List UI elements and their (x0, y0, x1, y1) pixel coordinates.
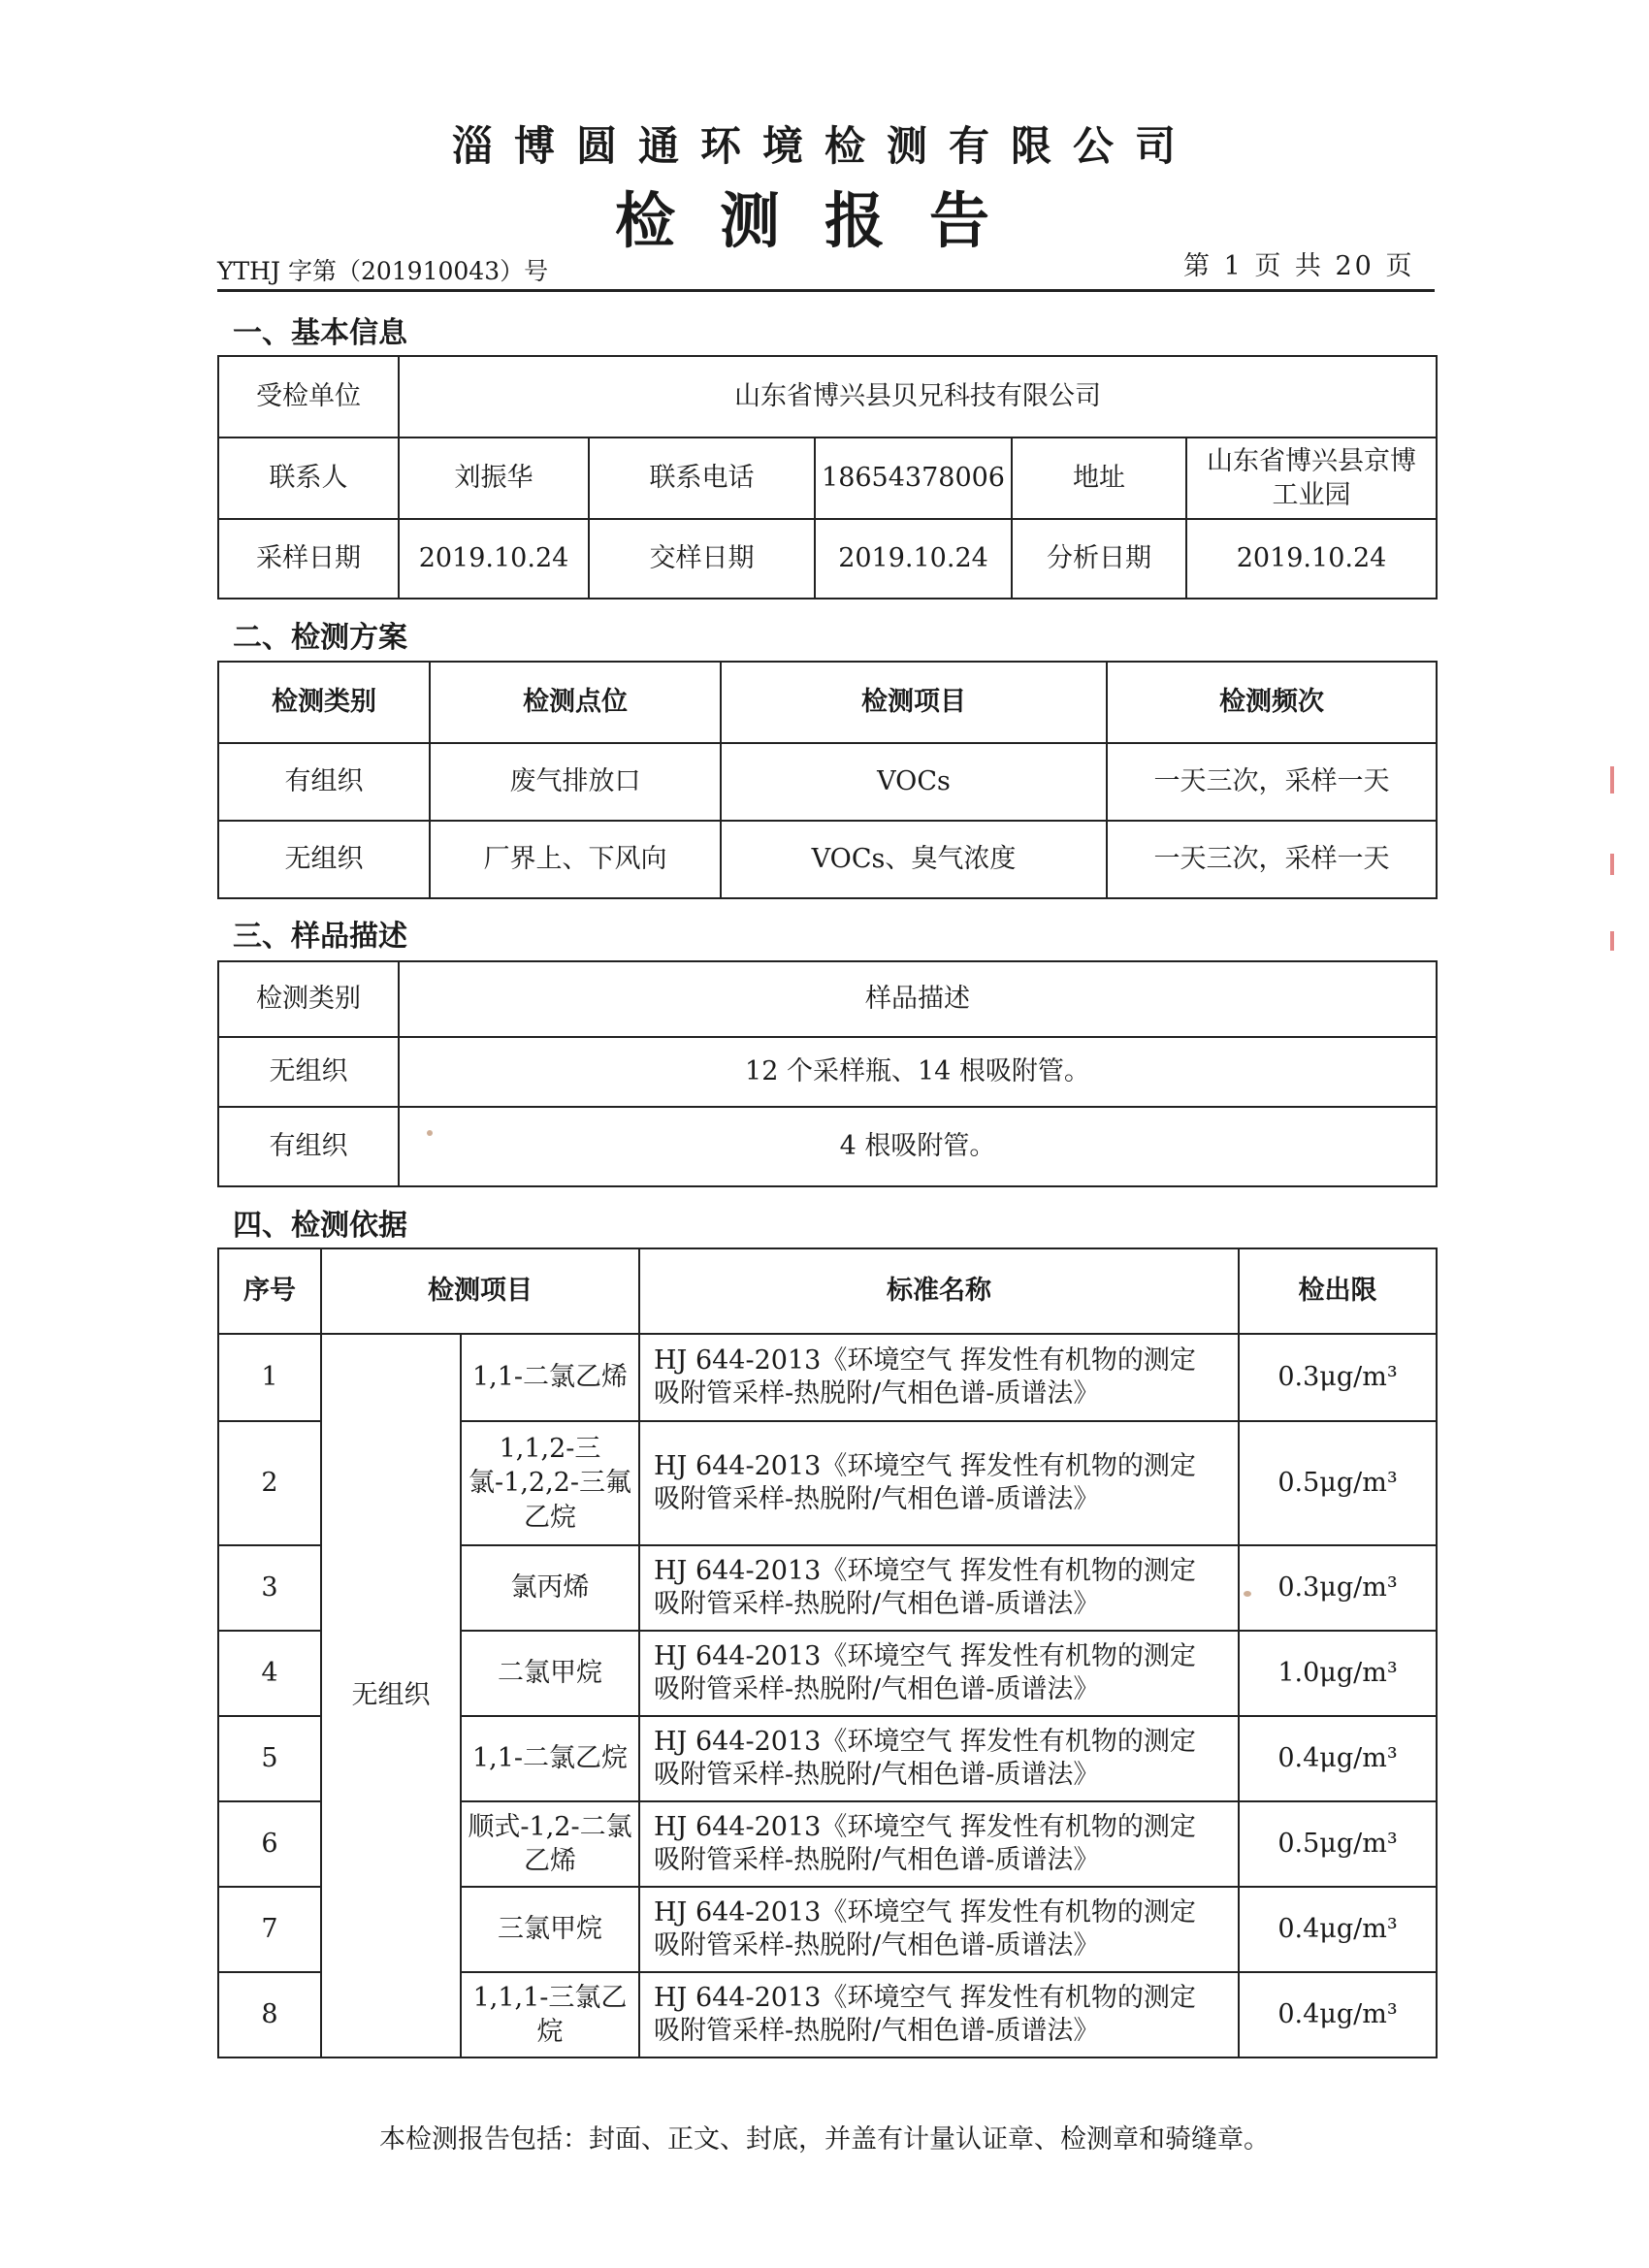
item-cell: 1,1,2-三氯-1,2,2-三氟乙烷 (461, 1421, 639, 1545)
location-cell: 厂界上、下风向 (430, 821, 721, 898)
row-number: 8 (218, 1972, 321, 2057)
column-header: 标准名称 (639, 1248, 1239, 1334)
column-header: 检测项目 (321, 1248, 639, 1334)
standard-cell (639, 1801, 1239, 1887)
page-indicator: 第 1 页 共 20 页 (1183, 251, 1415, 281)
column-header: 检测点位 (430, 662, 721, 743)
report-title: 检测报告 (614, 185, 1034, 256)
standard-line: HJ 644-2013《环境空气 挥发性有机物的测定 (654, 1641, 1196, 1672)
cell-label: 分析日期 (1012, 519, 1186, 599)
cell-label: 地址 (1012, 437, 1186, 519)
cell-label: 交样日期 (589, 519, 815, 599)
column-header: 检测项目 (721, 662, 1107, 743)
item-cell: VOCs (721, 743, 1107, 821)
table-row (218, 437, 1437, 519)
item-cell: 二氯甲烷 (461, 1631, 639, 1716)
category-cell: 有组织 (218, 1107, 399, 1186)
column-header: 检测类别 (218, 961, 399, 1037)
delivery-date: 2019.10.24 (815, 519, 1012, 599)
standard-line: HJ 644-2013《环境空气 挥发性有机物的测定 (654, 1556, 1196, 1587)
standard-cell (639, 1972, 1239, 2057)
limit-cell: 0.4μg/m³ (1239, 1716, 1437, 1801)
table-header-row (218, 1248, 1437, 1334)
scan-speck (427, 1130, 433, 1136)
row-number: 4 (218, 1631, 321, 1716)
limit-cell: 0.4μg/m³ (1239, 1887, 1437, 1972)
item-cell: 1,1-二氯乙烷 (461, 1716, 639, 1801)
standard-line: 吸附管采样-热脱附/气相色谱-质谱法》 (654, 1845, 1100, 1875)
standard-line: 吸附管采样-热脱附/气相色谱-质谱法》 (654, 1930, 1100, 1960)
group-cell: 无组织 (321, 1334, 461, 2057)
standard-line: HJ 644-2013《环境空气 挥发性有机物的测定 (654, 1345, 1196, 1377)
column-header: 检测频次 (1107, 662, 1437, 743)
edge-stamp-mark (1610, 766, 1614, 794)
table-row (218, 743, 1437, 821)
item-cell: 1,1,1-三氯乙烷 (461, 1972, 639, 2057)
header-rule (217, 289, 1435, 292)
row-number: 5 (218, 1716, 321, 1801)
table-row (218, 1037, 1437, 1107)
column-header: 检测类别 (218, 662, 430, 743)
standard-cell (639, 1631, 1239, 1716)
category-cell: 无组织 (218, 821, 430, 898)
section-basic-info-heading: 一、基本信息 (233, 316, 407, 350)
table-row (218, 1107, 1437, 1186)
section-sample-heading: 三、样品描述 (233, 920, 407, 954)
cell-label: 采样日期 (218, 519, 399, 599)
report-number: YTHJ 字第（201910043）号 (217, 257, 549, 285)
limit-cell: 1.0μg/m³ (1239, 1631, 1437, 1716)
category-cell: 无组织 (218, 1037, 399, 1107)
basis-table (217, 1247, 1438, 2058)
basic-info-table (217, 355, 1438, 599)
standard-line: 吸附管采样-热脱附/气相色谱-质谱法》 (654, 1378, 1100, 1409)
row-number: 6 (218, 1801, 321, 1887)
cell-label: 受检单位 (218, 356, 399, 437)
frequency-cell: 一天三次，采样一天 (1107, 821, 1437, 898)
location-cell: 废气排放口 (430, 743, 721, 821)
item-cell: 三氯甲烷 (461, 1887, 639, 1972)
frequency-cell: 一天三次，采样一天 (1107, 743, 1437, 821)
company-name: 淄博圆通环境检测有限公司 (451, 122, 1197, 170)
table-row (218, 1334, 1437, 1421)
limit-cell: 0.5μg/m³ (1239, 1421, 1437, 1545)
table-header-row (218, 961, 1437, 1037)
limit-cell: 0.4μg/m³ (1239, 1972, 1437, 2057)
description-cell: 12 个采样瓶、14 根吸附管。 (399, 1037, 1437, 1107)
standard-line: 吸附管采样-热脱附/气相色谱-质谱法》 (654, 1589, 1100, 1619)
table-row (218, 519, 1437, 599)
standard-cell (639, 1334, 1239, 1421)
standard-line: HJ 644-2013《环境空气 挥发性有机物的测定 (654, 1451, 1196, 1482)
standard-line: HJ 644-2013《环境空气 挥发性有机物的测定 (654, 1812, 1196, 1843)
item-cell: VOCs、臭气浓度 (721, 821, 1107, 898)
contact-phone: 18654378006 (815, 437, 1012, 519)
section-basis-heading: 四、检测依据 (233, 1209, 407, 1243)
contact-name: 刘振华 (399, 437, 589, 519)
limit-cell: 0.5μg/m³ (1239, 1801, 1437, 1887)
cell-label: 联系电话 (589, 437, 815, 519)
standard-line: HJ 644-2013《环境空气 挥发性有机物的测定 (654, 1727, 1196, 1758)
scan-speck (1244, 1591, 1251, 1597)
column-header: 样品描述 (399, 961, 1437, 1037)
column-header: 检出限 (1239, 1248, 1437, 1334)
row-number: 3 (218, 1545, 321, 1631)
row-number: 7 (218, 1887, 321, 1972)
limit-cell: 0.3μg/m³ (1239, 1545, 1437, 1631)
standard-cell (639, 1421, 1239, 1545)
standard-line: 吸附管采样-热脱附/气相色谱-质谱法》 (654, 1484, 1100, 1514)
standard-line: 吸附管采样-热脱附/气相色谱-质谱法》 (654, 1760, 1100, 1790)
section-plan-heading: 二、检测方案 (233, 621, 407, 655)
standard-line: 吸附管采样-热脱附/气相色谱-质谱法》 (654, 2016, 1100, 2046)
item-cell: 氯丙烯 (461, 1545, 639, 1631)
column-header: 序号 (218, 1248, 321, 1334)
standard-line: HJ 644-2013《环境空气 挥发性有机物的测定 (654, 1983, 1196, 2014)
row-number: 2 (218, 1421, 321, 1545)
row-number: 1 (218, 1334, 321, 1421)
description-cell: 4 根吸附管。 (399, 1107, 1437, 1186)
standard-cell (639, 1545, 1239, 1631)
table-header-row (218, 662, 1437, 743)
report-footer-note: 本检测报告包括：封面、正文、封底，并盖有计量认证章、检测章和骑缝章。 (379, 2124, 1270, 2155)
standard-line: HJ 644-2013《环境空气 挥发性有机物的测定 (654, 1897, 1196, 1928)
sampling-date: 2019.10.24 (399, 519, 589, 599)
limit-cell: 0.3μg/m³ (1239, 1334, 1437, 1421)
table-row (218, 821, 1437, 898)
standard-line: 吸附管采样-热脱附/气相色谱-质谱法》 (654, 1674, 1100, 1704)
category-cell: 有组织 (218, 743, 430, 821)
edge-stamp-mark (1610, 854, 1614, 875)
item-cell: 顺式-1,2-二氯乙烯 (461, 1801, 639, 1887)
cell-label: 联系人 (218, 437, 399, 519)
analysis-date: 2019.10.24 (1186, 519, 1437, 599)
plan-table (217, 661, 1438, 899)
address: 山东省博兴县京博工业园 (1186, 437, 1437, 519)
sample-table (217, 960, 1438, 1187)
table-row (218, 356, 1437, 437)
edge-stamp-mark (1610, 931, 1614, 951)
standard-cell (639, 1716, 1239, 1801)
inspected-unit: 山东省博兴县贝兄科技有限公司 (399, 356, 1437, 437)
standard-cell (639, 1887, 1239, 1972)
item-cell: 1,1-二氯乙烯 (461, 1334, 639, 1421)
